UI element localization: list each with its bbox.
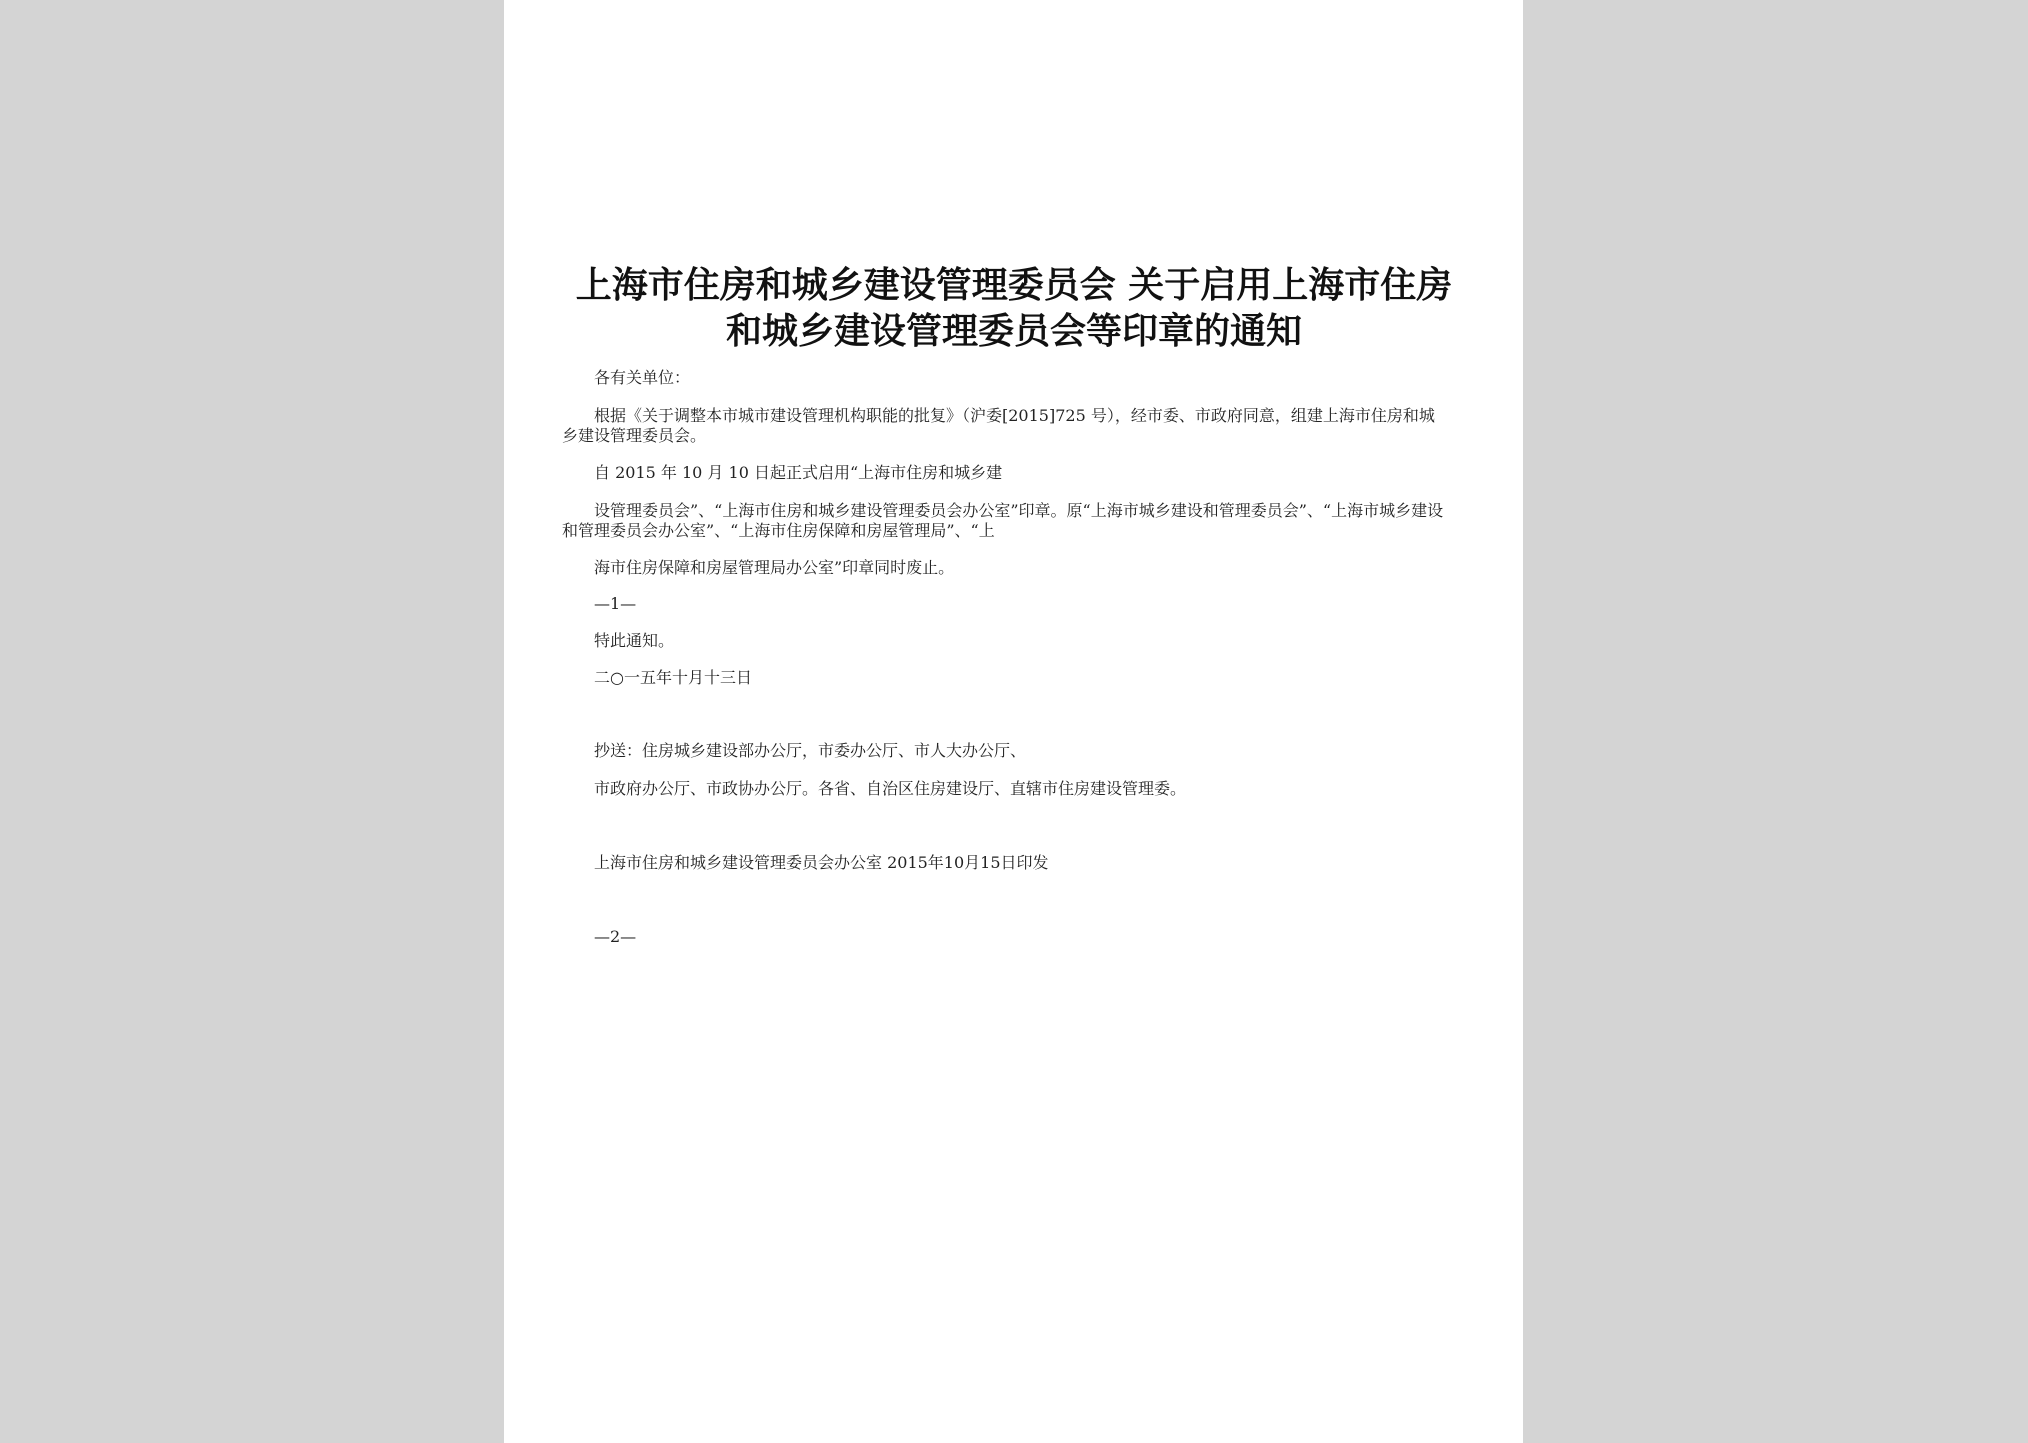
document-page — [504, 0, 1523, 1443]
title-line-2: 和城乡建设管理委员会等印章的通知 — [725, 310, 1302, 352]
paragraph-3-line-2: 和管理委员会办公室”、“上海市住房保障和房屋管理局”、“上 — [562, 521, 995, 540]
paragraph-3-line-1: 设管理委员会”、“上海市住房和城乡建设管理委员会办公室”印章。原“上海市城乡建设和管理委员会”、“上海市城乡建设 — [594, 501, 1444, 520]
document-title — [564, 262, 1464, 354]
salutation: 各有关单位： — [594, 368, 691, 387]
issuer-line: 上海市住房和城乡建设管理委员会办公室 2015年10月15日印发 — [594, 853, 1049, 872]
paragraph-4: 海市住房保障和房屋管理局办公室”印章同时废止。 — [594, 558, 955, 577]
page-number-1: —1— — [594, 594, 637, 613]
cc-line-1: 抄送：住房城乡建设部办公厅，市委办公厅、市人大办公厅、 — [594, 741, 1027, 760]
title-line-1: 上海市住房和城乡建设管理委员会 关于启用上海市住房 — [575, 264, 1453, 306]
closing: 特此通知。 — [594, 631, 675, 650]
paragraph-1-line-2: 乡建设管理委员会。 — [562, 426, 707, 445]
page-number-2: —2— — [594, 927, 637, 946]
paragraph-2: 自 2015 年 10 月 10 日起正式启用“上海市住房和城乡建 — [594, 463, 1003, 482]
paragraph-1-line-1: 根据《关于调整本市城市建设管理机构职能的批复》（沪委[2015]725 号），经市委、市政府同意，组建上海市住房和城 — [594, 406, 1435, 425]
cc-line-2: 市政府办公厅、市政协办公厅。各省、自治区住房建设厅、直辖市住房建设管理委。 — [594, 779, 1187, 798]
document-date: 二○一五年十月十三日 — [594, 668, 752, 687]
